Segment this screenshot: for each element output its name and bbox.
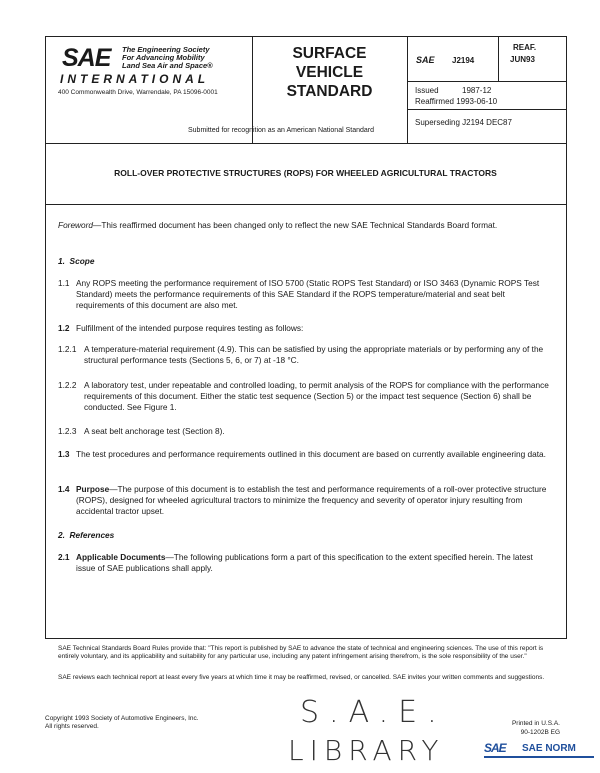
para-1-3: The test procedures and performance requirements outlined in this document are based on currently available engineering data. — [76, 449, 546, 459]
society-line-3: Land Sea Air and Space — [122, 61, 208, 70]
board-rules-note: SAE Technical Standards Board Rules provide that: "This report is published by SAE to advance the state of technical and engineering sciences. The use of this report is entirely voluntary, and its applicability and suitability for any particular use, including any patent infringement arising therefrom, is the sole responsibility of the user." — [58, 645, 544, 660]
standard-type-line-1: SURFACE — [292, 45, 367, 62]
para-1-2-3: A seat belt anchorage test (Section 8). — [84, 426, 225, 436]
sae-logo: SAE — [62, 44, 111, 72]
header-divider-3 — [498, 36, 499, 82]
applicable-docs-label: Applicable Documents — [76, 552, 166, 562]
copyright-line-1: Copyright 1993 Society of Automotive Engineers, Inc. — [45, 715, 199, 722]
issued-label: Issued — [415, 86, 439, 95]
document-title: ROLL-OVER PROTECTIVE STRUCTURES (ROPS) FOR WHEELED AGRICULTURAL TRACTORS — [114, 168, 497, 178]
registered-mark: ® — [207, 61, 213, 70]
para-2-1 — [76, 552, 548, 574]
doc-number: J2194 — [452, 56, 475, 65]
purpose-label: Purpose — [76, 484, 110, 494]
para-1-2-1-number: 1.2.1 — [58, 344, 77, 354]
para-1-3-number: 1.3 — [58, 449, 70, 459]
para-1-2-3-number: 1.2.3 — [58, 426, 77, 436]
print-code: 90-1202B EG — [520, 729, 560, 736]
para-1-2-number: 1.2 — [58, 323, 70, 333]
para-1-2-2: A laboratory test, under repeatable and controlled loading, to permit analysis of the ROPS for compliance with the performance requirements of this document. Either the static test sequence (Section 5) or the impact test sequence (Section 6) shall be conducted. See Figure 1. — [84, 380, 549, 412]
sae-norm-logo: SAE NORM — [522, 743, 576, 754]
header-hline-2 — [407, 109, 566, 110]
foreword-text: —This reaffirmed document has been changed only to reflect the new SAE Technical Standards Board format. — [93, 220, 498, 230]
submitted-note: Submitted for recognition as an American National Standard — [188, 127, 374, 134]
foreword-label: Foreword — [58, 220, 94, 230]
foreword — [58, 220, 548, 231]
standard-type-line-3: STANDARD — [286, 83, 373, 100]
title-divider — [45, 204, 566, 205]
copyright-line-2: All rights reserved. — [45, 723, 99, 730]
header-divider-2 — [407, 36, 408, 143]
header-hline-1 — [407, 81, 566, 82]
issued-date: 1987-12 — [462, 86, 492, 95]
sae-small-logo: SAE — [416, 55, 435, 65]
sae-norm-mark: SAE — [484, 741, 506, 755]
reaf-label: REAF. — [513, 43, 537, 52]
copyright — [45, 715, 199, 731]
international-label: INTERNATIONAL — [60, 72, 210, 86]
society-line-1: The Engineering Society — [122, 45, 210, 54]
library-stamp-library: LIBRARY — [288, 734, 445, 767]
review-note: SAE reviews each technical report at least every five years at which time it may be reaffirmed, revised, or cancelled. SAE invites your written comments and suggestions. — [58, 674, 545, 681]
para-1-4 — [76, 484, 548, 517]
section-2-title: References — [69, 530, 115, 540]
library-stamp-sae: S.A.E. — [300, 695, 447, 730]
standard-type-line-2: VEHICLE — [295, 64, 364, 81]
address: 400 Commonwealth Drive, Warrendale, PA 15096-0001 — [58, 89, 218, 96]
purpose-text: —The purpose of this document is to establish the test and performance requirements of a roll-over protective structure (ROPS), designed for wheeled agricultural tractors to minimize the frequency and severity of operator injury resulting from accidental tractor upset. — [76, 484, 547, 516]
reaffirmed-date: Reaffirmed 1993-06-10 — [415, 97, 498, 106]
sae-norm-underline — [484, 756, 594, 758]
applicable-docs-text: —The following publications form a part of this specification to the extent specified herein. The latest issue of SAE publications shall apply. — [76, 552, 533, 573]
section-1-number: 1. — [58, 256, 65, 266]
section-2-number: 2. — [58, 530, 65, 540]
para-1-2-2-number: 1.2.2 — [58, 380, 77, 390]
para-1-2-1: A temperature-material requirement (4.9). This can be satisfied by using the appropriate materials or by performing any of the structural performance tests (Sections 5, 6, or 7) at -18 °C. — [84, 344, 544, 365]
standard-type — [253, 44, 406, 101]
superseding: Superseding J2194 DEC87 — [415, 118, 512, 127]
section-2-heading — [58, 530, 114, 541]
section-1-title: Scope — [69, 256, 95, 266]
reaf-date: JUN93 — [510, 55, 535, 64]
society-line-2: For Advancing Mobility — [122, 53, 205, 62]
para-1-1: Any ROPS meeting the performance requirement of ISO 5700 (Static ROPS Test Standard) or ISO 3463 (Dynamic ROPS Test Standard) meets the performance requirements of this SAE Standard if the ROPS temperature/material and seat belt requirements of this document are also met. — [76, 278, 540, 310]
society-tagline — [122, 46, 213, 70]
para-2-1-number: 2.1 — [58, 552, 70, 562]
para-1-4-number: 1.4 — [58, 484, 70, 494]
section-1-heading — [58, 256, 94, 267]
para-1-1-number: 1.1 — [58, 278, 70, 288]
print-info — [505, 719, 560, 737]
para-1-2: Fulfillment of the intended purpose requires testing as follows: — [76, 323, 304, 333]
printed-in: Printed in U.S.A. — [511, 720, 560, 727]
